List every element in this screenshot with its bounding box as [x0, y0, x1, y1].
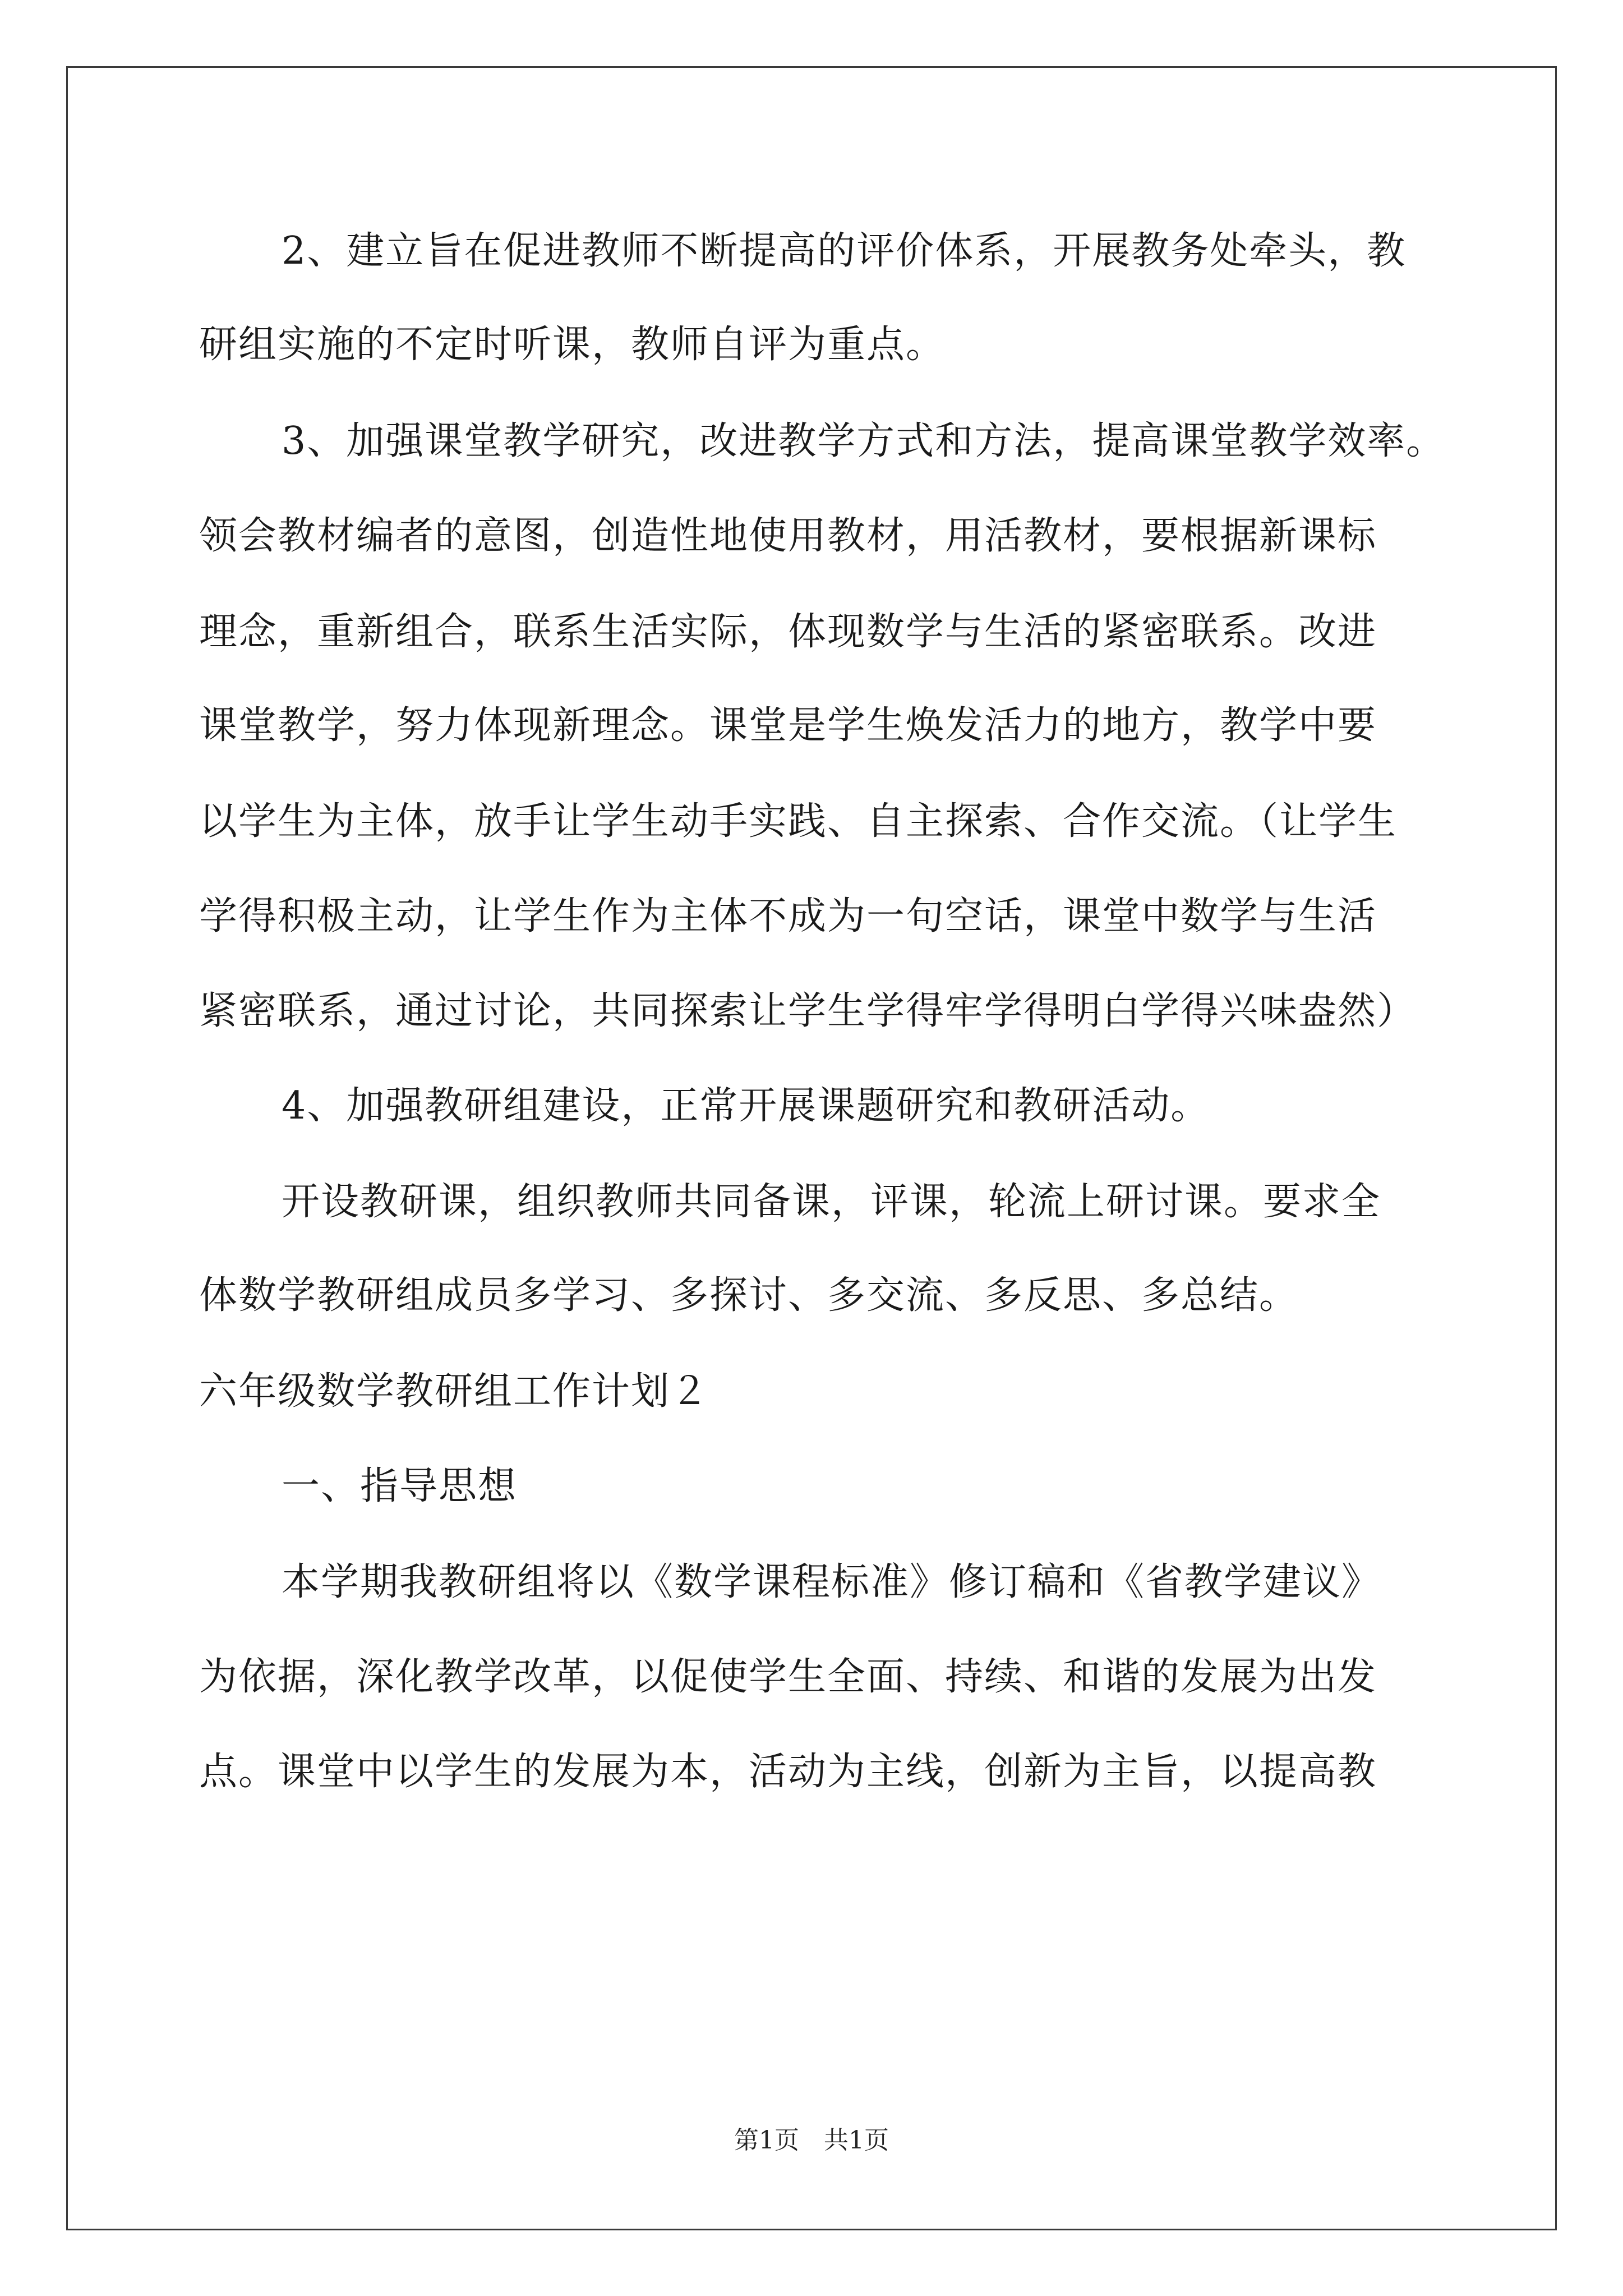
text-line-7: 以学生为主体，放手让学生动手实践、自主探索、合作交流。（让学生 [199, 799, 1398, 844]
text-line-12: 体数学教研组成员多学习、多探讨、多交流、多反思、多总结。 [199, 1273, 1299, 1318]
text-line-2: 研组实施的不定时听课，教师自评为重点。 [199, 323, 946, 367]
text-line-6: 课堂教学，努力体现新理念。课堂是学生焕发活力的地方，教学中要 [199, 703, 1377, 748]
section-heading: 六年级数学教研组工作计划２ [199, 1369, 710, 1414]
text-line-15: 本学期我教研组将以《数学课程标准》修订稿和《省教学建议》 [282, 1560, 1381, 1604]
text-line-17: 点。课堂中以学生的发展为本，活动为主线，创新为主旨，以提高教 [199, 1750, 1377, 1794]
page-border [66, 66, 1557, 2230]
text-line-11: 开设教研课，组织教师共同备课，评课，轮流上研讨课。要求全 [282, 1180, 1381, 1224]
text-line-3: 3、加强课堂教学研究，改进教学方式和方法，提高课堂教学效率。 [282, 419, 1446, 463]
subsection-heading: 一、指导思想 [282, 1464, 518, 1508]
text-line-8: 学得积极主动，让学生作为主体不成为一句空话，课堂中数学与生活 [199, 894, 1377, 938]
text-line-5: 理念，重新组合，联系生活实际，体现数学与生活的紧密联系。改进 [199, 610, 1377, 654]
text-line-1: 2、建立旨在促进教师不断提高的评价体系，开展教务处牵头，教 [282, 229, 1407, 273]
text-line-16: 为依据，深化教学改革，以促使学生全面、持续、和谐的发展为出发 [199, 1655, 1377, 1699]
text-line-9: 紧密联系，通过讨论，共同探索让学生学得牢学得明白学得兴味盎然） [199, 989, 1417, 1033]
page-number-footer: 第1页 共1页 [734, 2126, 889, 2155]
text-line-4: 领会教材编者的意图，创造性地使用教材，用活教材，要根据新课标 [199, 514, 1377, 558]
text-line-10: 4、加强教研组建设，正常开展课题研究和教研活动。 [282, 1084, 1210, 1128]
